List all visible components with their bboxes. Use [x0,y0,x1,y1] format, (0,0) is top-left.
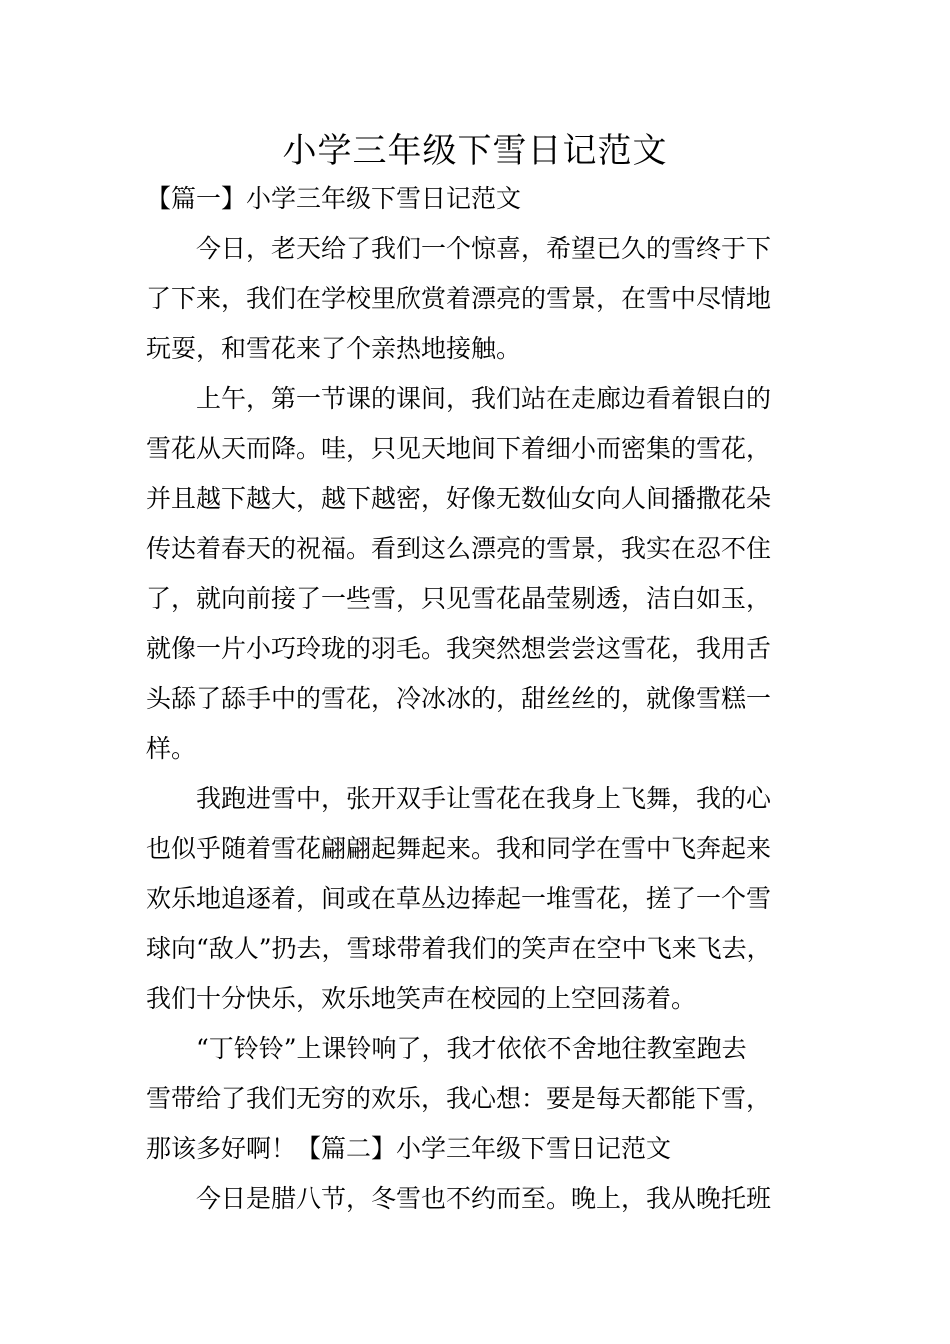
text-line: “丁铃铃”上课铃响了，我才依依不舍地往教室跑去 [196,1034,747,1063]
text-line: 那该多好啊！【篇二】小学三年级下雪日记范文 [146,1134,672,1163]
text-line: 了下来，我们在学校里欣赏着漂亮的雪景，在雪中尽情地 [146,284,772,313]
text-line: 我们十分快乐，欢乐地笑声在校园的上空回荡着。 [146,984,697,1013]
text-line: 上午，第一节课的课间，我们站在走廊边看着银白的 [196,384,772,413]
text-line: 就像一片小巧玲珑的羽毛。我突然想尝尝这雪花，我用舌 [146,634,772,663]
text-line: 并且越下越大，越下越密，好像无数仙女向人间播撒花朵 [146,484,772,513]
text-line: 传达着春天的祝福。看到这么漂亮的雪景，我实在忍不住 [146,534,772,563]
text-line: 也似乎随着雪花翩翩起舞起来。我和同学在雪中飞奔起来 [146,834,772,863]
text-line: 球向“敌人”扔去，雪球带着我们的笑声在空中飞来飞去， [146,934,772,963]
text-line: 了，就向前接了一些雪，只见雪花晶莹剔透，洁白如玉， [146,584,772,613]
document-title: 小学三年级下雪日记范文 [282,131,668,171]
text-line: 玩耍，和雪花来了个亲热地接触。 [146,334,522,363]
text-line: 欢乐地追逐着，间或在草丛边捧起一堆雪花，搓了一个雪 [146,884,772,913]
text-line: 今日，老天给了我们一个惊喜，希望已久的雪终于下 [196,234,772,263]
text-line: 雪带给了我们无穷的欢乐，我心想：要是每天都能下雪， [146,1084,772,1113]
text-line: 样。 [146,734,197,763]
text-line: 头舔了舔手中的雪花，冷冰冰的，甜丝丝的，就像雪糕一 [146,684,772,713]
section-heading-1: 【篇一】小学三年级下雪日记范文 [146,184,522,213]
text-line: 今日是腊八节，冬雪也不约而至。晚上，我从晚托班 [196,1184,772,1213]
text-line: 我跑进雪中，张开双手让雪花在我身上飞舞，我的心 [196,784,772,813]
text-line: 雪花从天而降。哇，只见天地间下着细小而密集的雪花， [146,434,772,463]
